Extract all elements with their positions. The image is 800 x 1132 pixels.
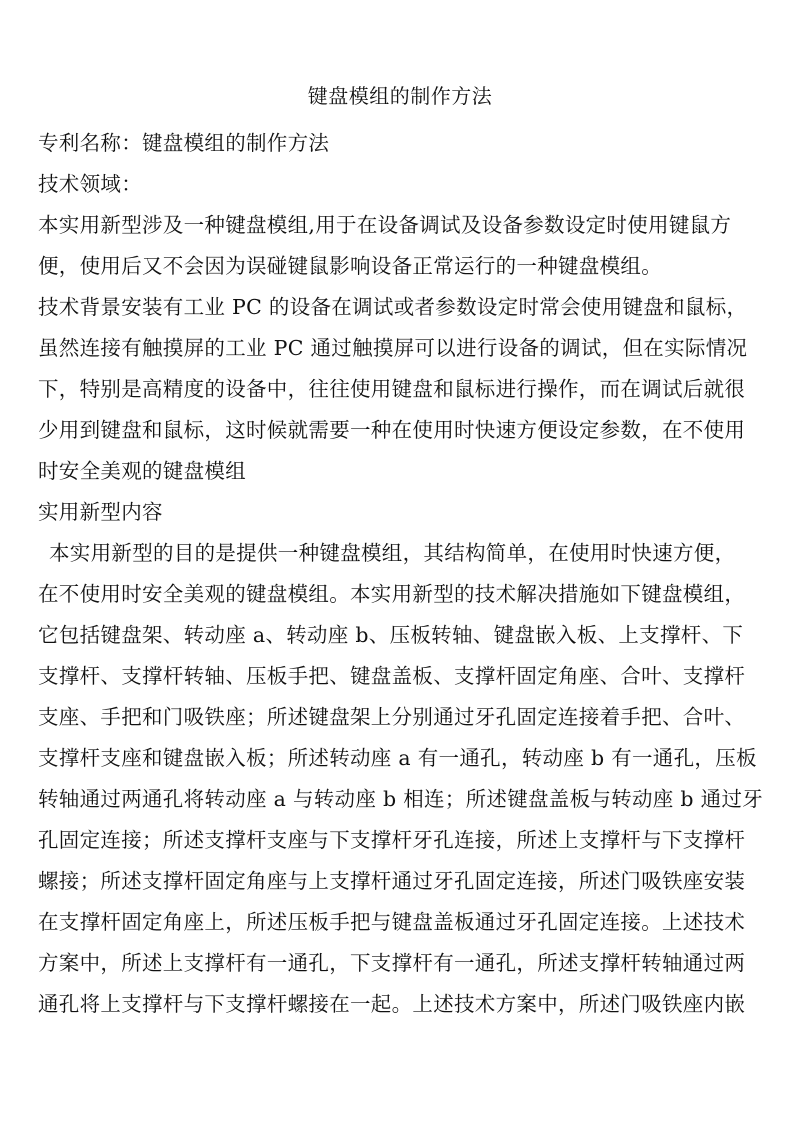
section-heading-technical-field: 技术领域： [38,172,142,196]
paragraph-line: 少用到键盘和鼠标，这时候就需要一种在使用时快速方便设定参数，在不使用 [38,418,746,442]
paragraph-line: 技术背景安装有工业 PC 的设备在调试或者参数设定时常会使用键盘和鼠标， [38,295,748,319]
paragraph-line: 支座、手把和门吸铁座；所述键盘架上分别通过牙孔固定连接着手把、合叶、 [38,705,746,729]
paragraph-line: 虽然连接有触摸屏的工业 PC 通过触摸屏可以进行设备的调试，但在实际情况 [38,336,748,360]
patent-name-line: 专利名称：键盘模组的制作方法 [38,131,330,155]
paragraph-line: 螺接；所述支撑杆固定角座与上支撑杆通过牙孔固定连接，所述门吸铁座安装 [38,869,746,893]
paragraph-line: 在不使用时安全美观的键盘模组。本实用新型的技术解决措施如下键盘模组， [38,582,746,606]
section-heading-content: 实用新型内容 [38,500,163,524]
paragraph-line: 本实用新型涉及一种键盘模组,用于在设备调试及设备参数设定时使用键鼠方 [38,213,732,237]
paragraph-line: 下，特别是高精度的设备中，往往使用键盘和鼠标进行操作，而在调试后就很 [38,377,746,401]
paragraph-line: 孔固定连接；所述支撑杆支座与下支撑杆牙孔连接，所述上支撑杆与下支撑杆 [38,828,746,852]
paragraph-line: 在支撑杆固定角座上，所述压板手把与键盘盖板通过牙孔固定连接。上述技术 [38,910,746,934]
document-title: 键盘模组的制作方法 [307,84,493,108]
paragraph-line: 转轴通过两通孔将转动座 a 与转动座 b 相连；所述键盘盖板与转动座 b 通过牙 [38,787,764,811]
paragraph-line: 通孔将上支撑杆与下支撑杆螺接在一起。上述技术方案中，所述门吸铁座内嵌 [38,992,746,1016]
paragraph-line: 本实用新型的目的是提供一种键盘模组，其结构简单，在使用时快速方便， [49,541,736,565]
paragraph-line: 支撑杆支座和键盘嵌入板；所述转动座 a 有一通孔，转动座 b 有一通孔，压板 [38,746,757,770]
paragraph-line: 便，使用后又不会因为误碰键鼠影响设备正常运行的一种键盘模组。 [38,254,662,278]
paragraph-line: 它包括键盘架、转动座 a、转动座 b、压板转轴、键盘嵌入板、上支撑杆、下 [38,623,744,647]
paragraph-line: 方案中，所述上支撑杆有一通孔，下支撑杆有一通孔，所述支撑杆转轴通过两 [38,951,746,975]
paragraph-line: 时安全美观的键盘模组 [38,459,246,483]
paragraph-line: 支撑杆、支撑杆转轴、压板手把、键盘盖板、支撑杆固定角座、合叶、支撑杆 [38,664,746,688]
